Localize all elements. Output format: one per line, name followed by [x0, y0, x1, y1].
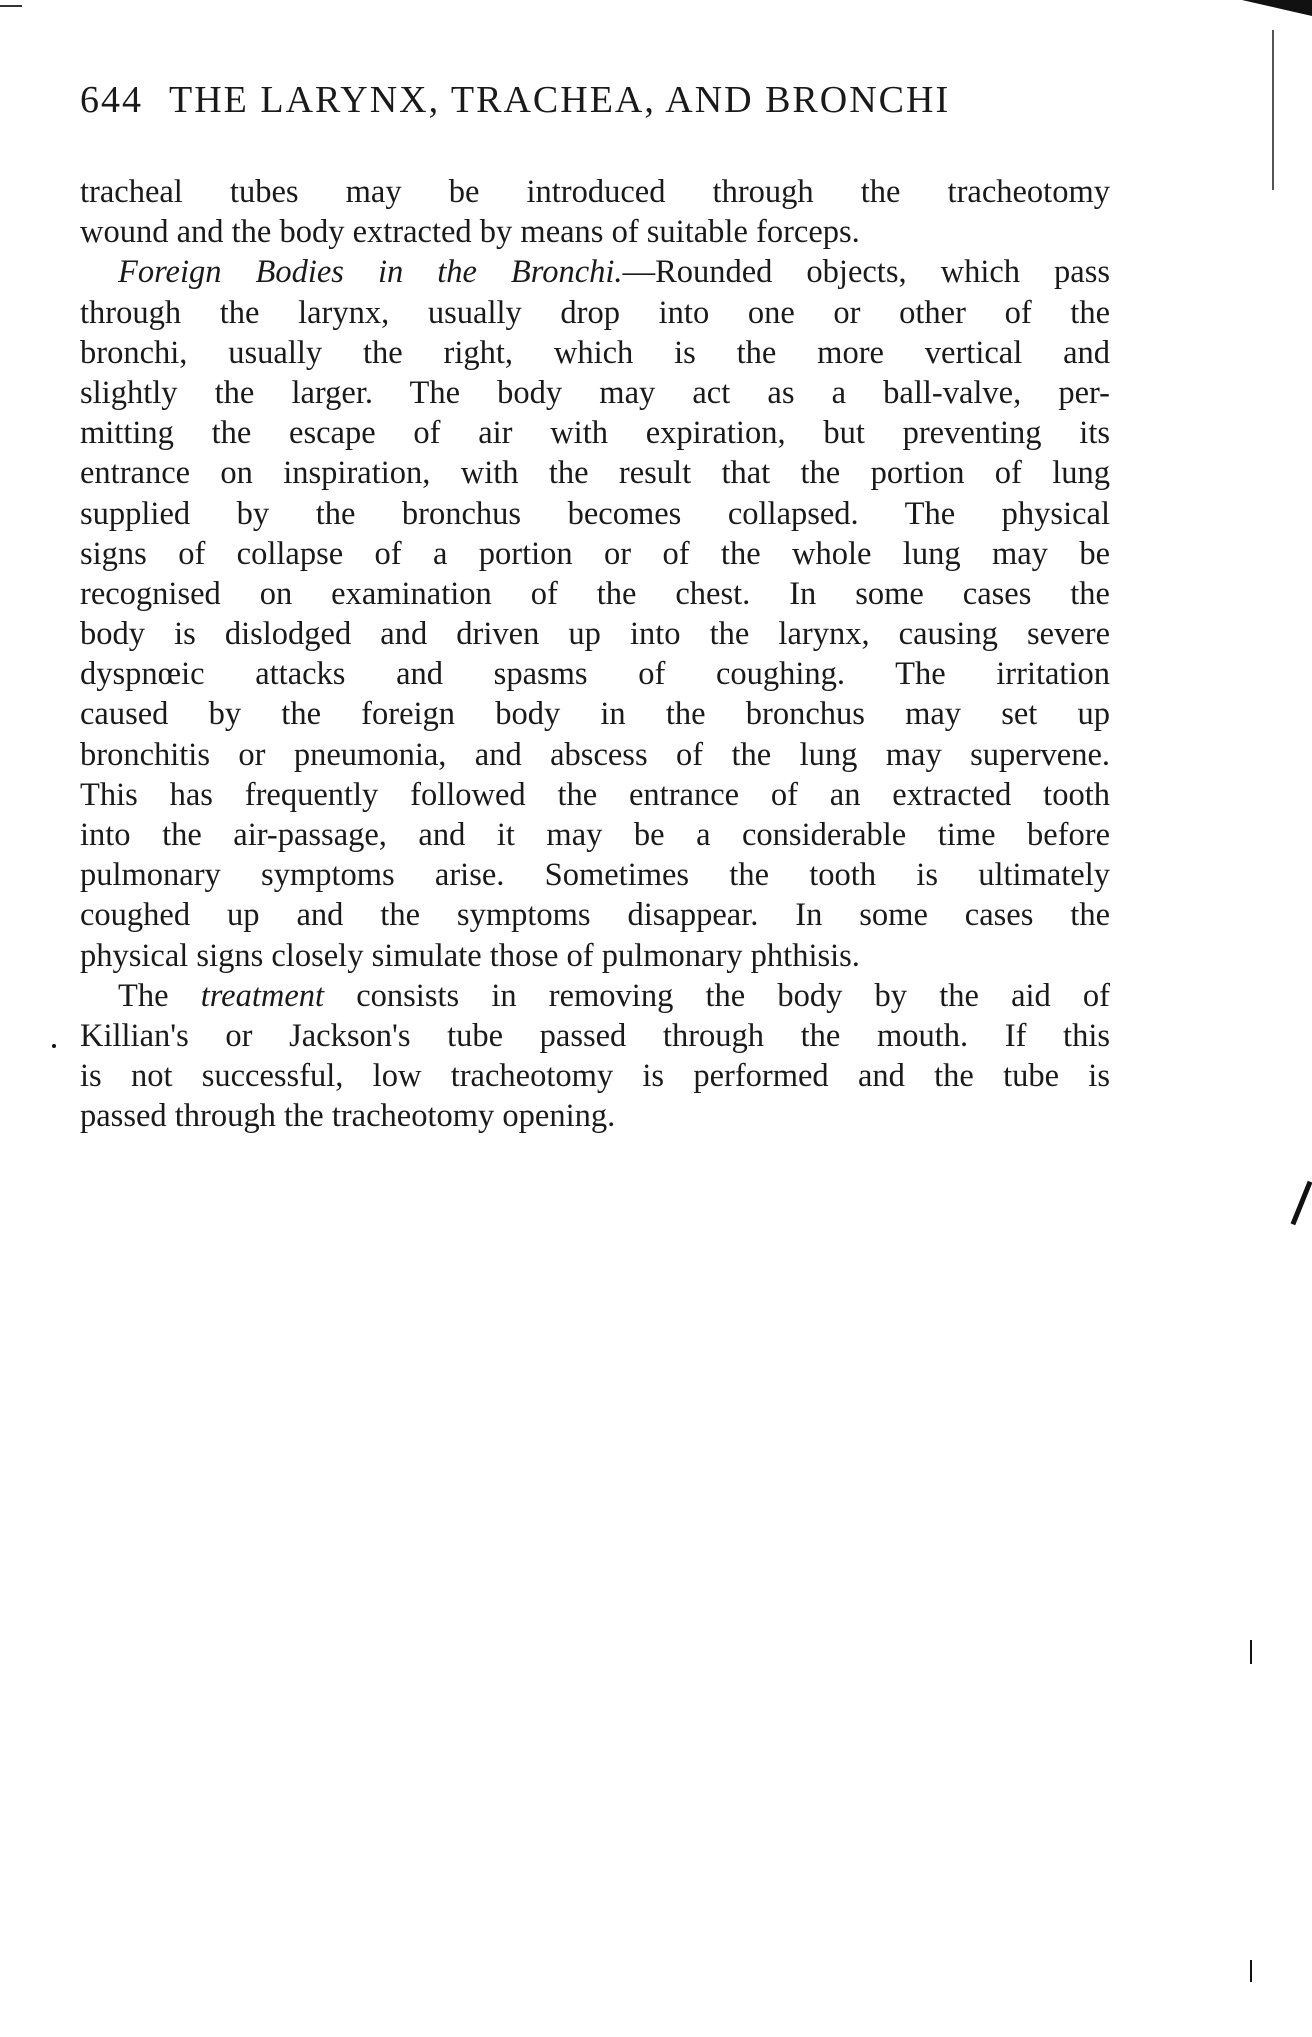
text-line: This has frequently followed the entrance of an extracted tooth [80, 776, 1110, 813]
page-number: 644 [80, 79, 143, 121]
text-line: through the larynx, usually drop into one or other of the [80, 294, 1110, 331]
page-header [80, 78, 1120, 122]
italic-term: treatment [200, 977, 325, 1014]
text-line: mitting the escape of air with expiration, but preventing its [80, 415, 1110, 452]
text-line: coughed up and the symptoms disappear. In some cases the [80, 897, 1110, 934]
scan-corner-shadow [1242, 0, 1312, 16]
text-line: bronchitis or pneumonia, and abscess of the lung may supervene. [80, 736, 1110, 773]
section-heading: Foreign Bodies in the Bronchi. [118, 254, 623, 291]
text-line: body is dislodged and driven up into the larynx, causing severe [80, 616, 1110, 653]
body-text [80, 172, 1110, 1137]
text-fragment: consists in removing the body by the aid of [356, 977, 1111, 1014]
text-line: tracheal tubes may be introduced through the tracheotomy [80, 174, 1110, 210]
text-line: slightly the larger. The body may act as a ball-valve, per- [80, 374, 1110, 411]
text-line [80, 252, 1110, 292]
stray-ink-mark [1291, 1181, 1312, 1226]
text-fragment: —Rounded objects, which pass [622, 254, 1110, 291]
text-line: signs of collapse of a portion or of the whole lung may be [80, 535, 1110, 572]
text-line: supplied by the bronchus becomes collapsed. The physical [80, 495, 1110, 532]
text-line: passed through the tracheotomy opening. [80, 1098, 616, 1135]
text-line: entrance on inspiration, with the result that the portion of lung [80, 455, 1110, 492]
text-line: wound and the body extracted by means of suitable forceps. [80, 214, 860, 251]
text-line: recognised on examination of the chest. In some cases the [80, 575, 1110, 612]
text-line: into the air-passage, and it may be a considerable time before [80, 817, 1110, 853]
text-line: physical signs closely simulate those of pulmonary phthisis. [80, 937, 860, 974]
text-line: Killian's or Jackson's tube passed through the mouth. If this [80, 1017, 1110, 1054]
running-title: THE LARYNX, TRACHEA, AND BRONCHI [169, 79, 951, 121]
text-line: pulmonary symptoms arise. Sometimes the tooth is ultimately [80, 857, 1110, 894]
text-line [80, 976, 1110, 1016]
text-fragment: The [118, 977, 169, 1014]
stray-ink-mark [1250, 1960, 1252, 1982]
stray-ink-mark [1250, 1640, 1252, 1664]
text-line: is not successful, low tracheotomy is performed and the tube is [80, 1058, 1110, 1095]
text-line: caused by the foreign body in the bronchus may set up [80, 696, 1110, 733]
scan-edge-mark [0, 5, 22, 7]
stray-ink-dot [52, 1044, 56, 1048]
scan-edge-line [1272, 30, 1274, 190]
text-line: dyspnœic attacks and spasms of coughing. The irritation [80, 656, 1110, 693]
text-line: bronchi, usually the right, which is the more vertical and [80, 334, 1110, 371]
